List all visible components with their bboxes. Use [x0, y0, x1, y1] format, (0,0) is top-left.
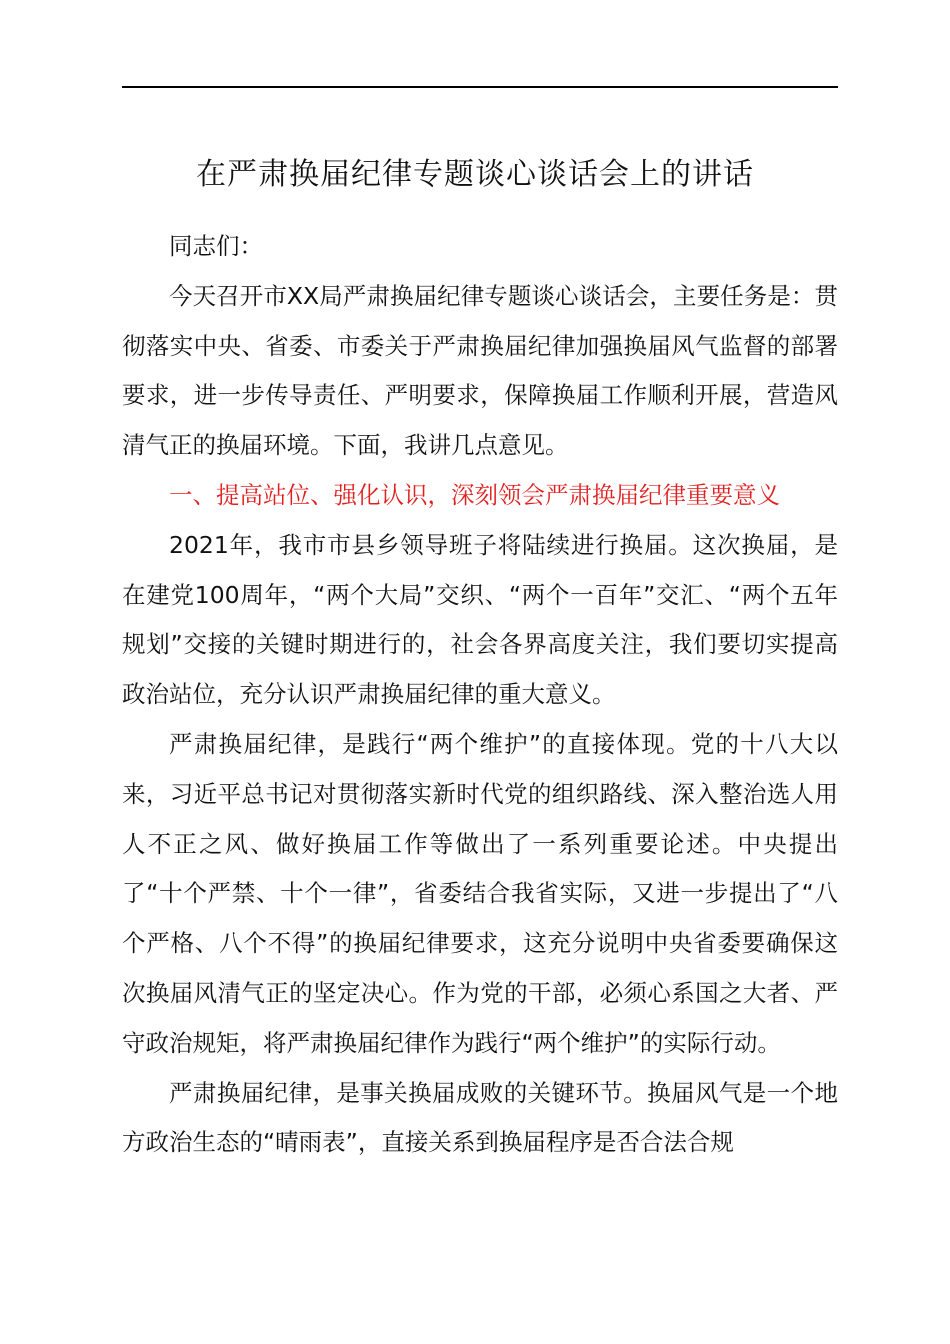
top-divider: [122, 86, 838, 88]
page-title: 在严肃换届纪律专题谈心谈话会上的讲话: [196, 157, 754, 192]
section-heading: 一、提高站位、强化认识，深刻领会严肃换届纪律重要意义: [169, 480, 780, 509]
document-body: [122, 222, 838, 1168]
paragraph: 2021年，我市市县乡领导班子将陆续进行换届。这次换届，是在建党100周年，“两个大局”交织、“两个一百年”交汇、“两个五年规划”交接的关键时期进行的，社会各界高度关注，我们要切实提高政治站位，充分认识严肃换届纪律的重大意义。: [122, 530, 838, 709]
paragraph-intro: 今天召开市XX局严肃换届纪律专题谈心谈话会，主要任务是：贯彻落实中央、省委、市委关于严肃换届纪律加强换届风气监督的部署要求，进一步传导责任、严明要求，保障换届工作顺利开展，营造风清气正的换届环境。下面，我讲几点意见。: [122, 281, 838, 460]
salutation: 同志们：: [169, 232, 263, 260]
paragraph: 严肃换届纪律，是践行“两个维护”的直接体现。党的十八大以来，习近平总书记对贯彻落实新时代党的组织路线、深入整治选人用人不正之风、做好换届工作等做出了一系列重要论述。中央提出了“十个严禁、十个一律”，省委结合我省实际，又进一步提出了“八个严格、八个不得”的换届纪律要求，这充分说明中央省委要确保这次换届风清气正的坚定决心。作为党的干部，必须心系国之大者、严守政治规矩，将严肃换届纪律作为践行“两个维护”的实际行动。: [122, 729, 838, 1057]
paragraph: 严肃换届纪律，是事关换届成败的关键环节。换届风气是一个地方政治生态的“晴雨表”，直接关系到换届程序是否合法合规: [122, 1078, 838, 1157]
